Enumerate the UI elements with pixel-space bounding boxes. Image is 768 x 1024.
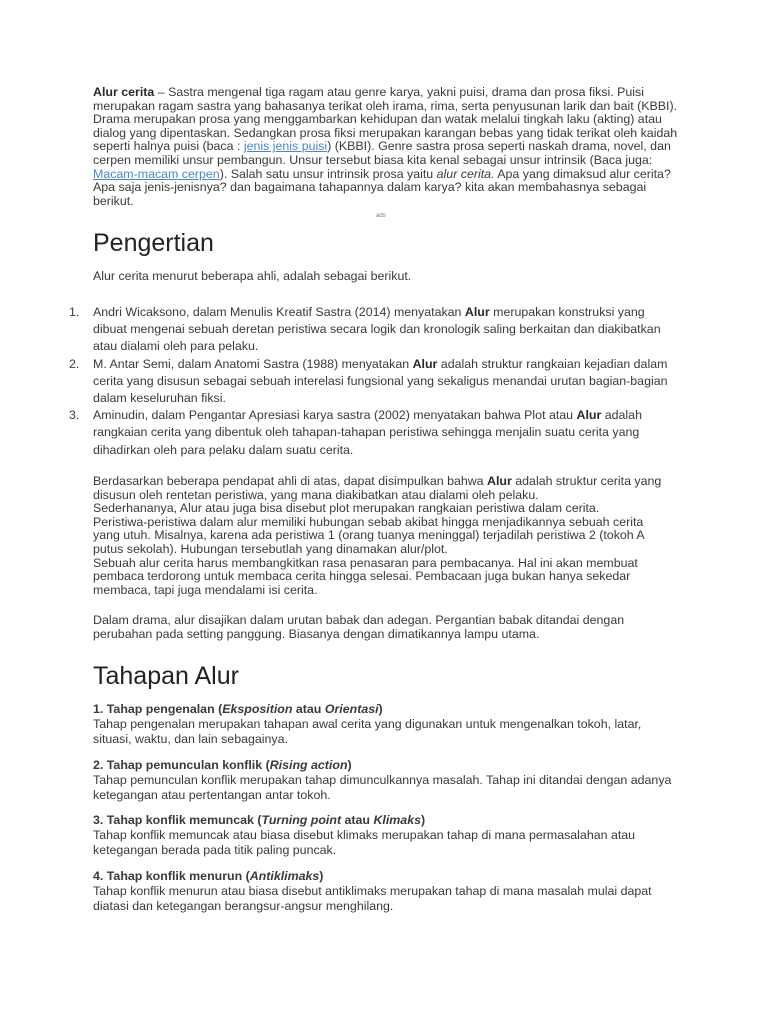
list-text: merupakan konstruksi yang dibuat mengenai sebuah deretan peristiwa secara logik dan kronologik saling berkaitan dan diakibatkan atau dialami oleh para pelaku. bbox=[93, 305, 661, 354]
intro-text-4: Apa yang dimaksud alur cerita? Apa saja jenis-jenisnya? dan bagaimana tahapannya dalam karya? kita akan membahasnya sebagai berikut. bbox=[93, 166, 671, 208]
intro-text-2: ) (KBBI). Genre sastra prosa seperti naskah drama, novel, dan cerpen memiliki unsur pembangun. Unsur tersebut biasa kita kenal sebagai unsur intrinsik (Baca juga: bbox=[93, 139, 671, 167]
list-text: adalah struktur rangkaian kejadian dalam cerita yang disusun sebagai sebuah interelasi fungsional yang sekaligus menandai urutan bagian-bagian dalam keseluruhan fiksi. bbox=[93, 356, 668, 406]
heading-tahapan-alur: Tahapan Alur bbox=[93, 662, 239, 690]
list-number: 3. bbox=[69, 408, 80, 423]
list-number: 1. bbox=[69, 305, 80, 319]
conclusion-text: adalah struktur cerita yang disusun oleh rentetan peristiwa, yang mana diakibatkan atau dialami oleh pelaku. bbox=[93, 474, 662, 502]
macam-cerpen-link[interactable]: Macam-macam cerpen bbox=[93, 166, 220, 181]
stage-3-title: 3. Tahap konflik memuncak (Turning point atau Klimaks) bbox=[93, 813, 426, 827]
stage-1-body: Tahap pengenalan merupakan tahapan awal cerita yang digunakan untuk mengenalkan tokoh, latar, situasi, waktu, dan lain sebagainya. bbox=[93, 717, 642, 746]
ads-label: ads bbox=[376, 213, 386, 219]
list-text: adalah rangkaian cerita yang dibentuk oleh tahapan-tahapan peristiwa sehingga menjalin suatu cerita yang dihadirkan oleh para pelaku dalam suatu cerita. bbox=[93, 408, 642, 457]
list-number: 2. bbox=[69, 356, 80, 371]
list-item bbox=[69, 356, 673, 408]
list-text: M. Antar Semi, dalam Anatomi Sastra (1988) menyatakan bbox=[93, 356, 413, 371]
stage-3-body: Tahap konflik memuncak atau biasa disebut klimaks merupakan tahap di mana permasalahan atau ketegangan berada pada titik paling puncak. bbox=[93, 828, 636, 857]
list-bold: Alur bbox=[576, 408, 602, 423]
definition-intro: Alur cerita menurut beberapa ahli, adalah sebagai berikut. bbox=[93, 269, 412, 283]
intro-text-3: ). Salah satu unsur intrinsik prosa yaitu bbox=[219, 166, 437, 181]
conclusion-line: Sederhananya, Alur atau juga bisa disebut plot merupakan rangkaian peristiwa dalam cerita. bbox=[93, 501, 600, 516]
stage-4-title: 4. Tahap konflik menurun (Antiklimaks) bbox=[93, 869, 324, 883]
conclusion-line: Peristiwa-peristiwa dalam alur memiliki hubungan sebab akibat hingga menjadikannya sebuah cerita yang utuh. Misalnya, karena ada peristiwa 1 (orang tuanya meninggal) terjadilah peristiwa 2 (tokoh A putus sekolah). Hubungan tersebutlah yang dinamakan alur/plot. bbox=[93, 514, 645, 556]
intro-italic: alur cerita. bbox=[436, 166, 495, 181]
stage-2-body: Tahap pemunculan konflik merupakan tahap dimunculkannya masalah. Tahap ini ditandai dengan adanya ketegangan atau pertentangan antar tokoh. bbox=[93, 773, 672, 802]
list-text: Andri Wicaksono, dalam Menulis Kreatif Sastra (2014) menyatakan bbox=[93, 305, 465, 319]
stage-4-body: Tahap konflik menurun atau biasa disebut antiklimaks merupakan tahap di mana masalah mulai dapat diatasi dan ketegangan berangsur-angsur menghilang. bbox=[93, 884, 652, 913]
jenis-puisi-link[interactable]: jenis jenis puisi bbox=[243, 139, 328, 154]
conclusion-bold: Alur bbox=[487, 474, 512, 488]
stage-1-title: 1. Tahap pengenalan (Eksposition atau Orientasi) bbox=[93, 702, 383, 716]
intro-text-1: – Sastra mengenal tiga ragam atau genre karya, yakni puisi, drama dan prosa fiksi. Puisi merupakan ragam sastra yang bahasanya terikat oleh irama, rima, serta penyusunan larik dan bait (KBBI). Drama merupakan prosa yang menggambarkan kehidupan dan watak melalui tingkah laku (akting) atau dialog yang dipentaskan. Sedangkan prosa fiksi merupakan karangan bebas yang tidak terikat oleh kaidah seperti halnya puisi (baca : bbox=[93, 85, 678, 154]
intro-paragraph bbox=[93, 86, 679, 208]
conclusion-text: Berdasarkan beberapa pendapat ahli di atas, dapat disimpulkan bahwa bbox=[93, 474, 488, 488]
list-item bbox=[69, 407, 673, 459]
conclusion-line: Sebuah alur cerita harus membangkitkan rasa penasaran para pembacanya. Hal ini akan membuat pembaca terdorong untuk membaca cerita hingga selesai. Pembacaan juga bukan hanya sekedar membaca, tapi juga mendalami isi cerita. bbox=[93, 555, 638, 597]
heading-pengertian: Pengertian bbox=[93, 229, 214, 257]
drama-paragraph: Dalam drama, alur disajikan dalam urutan babak dan adegan. Pergantian babak ditandai dengan perubahan pada setting panggung. Biasanya dengan dimatikannya lampu utama. bbox=[93, 613, 625, 641]
list-bold: Alur bbox=[412, 356, 438, 371]
intro-term: Alur cerita bbox=[93, 85, 155, 99]
list-bold: Alur bbox=[464, 305, 490, 319]
list-item bbox=[69, 304, 673, 356]
stage-2-title: 2. Tahap pemunculan konflik (Rising action) bbox=[93, 758, 352, 772]
conclusion-paragraph bbox=[93, 475, 673, 597]
definition-list bbox=[69, 304, 673, 459]
list-text: Aminudin, dalam Pengantar Apresiasi karya sastra (2002) menyatakan bahwa Plot atau bbox=[93, 408, 577, 423]
